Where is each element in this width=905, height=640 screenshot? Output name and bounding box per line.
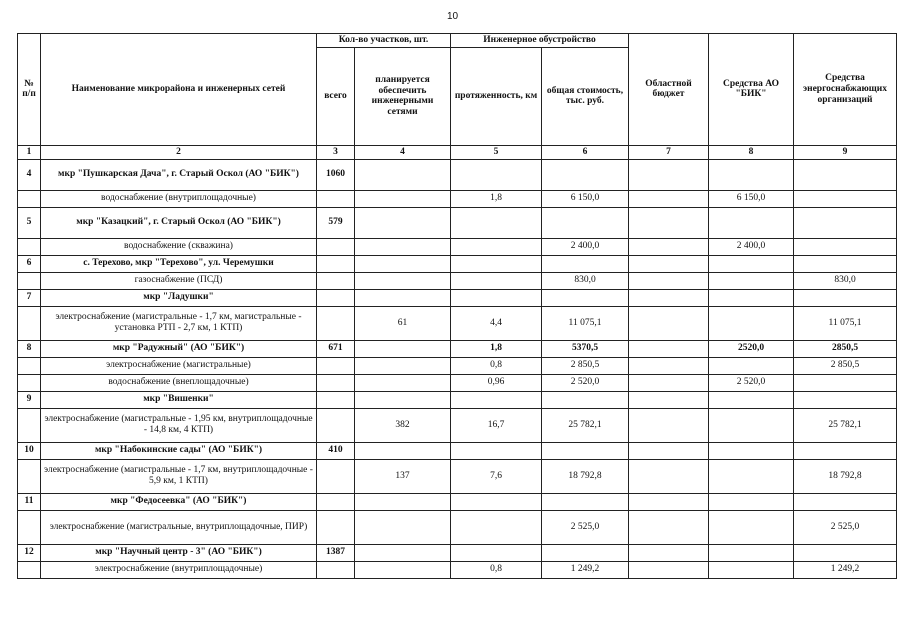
row-name: электроснабжение (магистральные - 1,95 км, внутриплощадочные - 14,8 км, 4 КТП) — [41, 408, 317, 442]
column-number: 3 — [317, 145, 355, 159]
header-energy-funds: Средства энергоснабжающих организаций — [794, 34, 897, 146]
row-number — [18, 190, 41, 207]
plots-planned — [355, 340, 451, 357]
row-number: 12 — [18, 544, 41, 561]
table-row — [18, 408, 897, 442]
length-km — [451, 289, 542, 306]
row-number — [18, 238, 41, 255]
column-number: 7 — [629, 145, 709, 159]
row-name: мкр "Радужный" (АО "БИК") — [41, 340, 317, 357]
column-number-row — [18, 145, 897, 159]
plots-total: 1387 — [317, 544, 355, 561]
total-cost: 2 520,0 — [542, 374, 629, 391]
length-km: 1,8 — [451, 190, 542, 207]
header-total: всего — [317, 47, 355, 145]
header-num: № п/п — [18, 34, 41, 146]
bik-funds — [709, 544, 794, 561]
regional-budget — [629, 442, 709, 459]
header-planned: планируется обеспечить инженерными сетями — [355, 47, 451, 145]
row-name: мкр "Вишенки" — [41, 391, 317, 408]
table-row — [18, 255, 897, 272]
total-cost: 830,0 — [542, 272, 629, 289]
energy-funds — [794, 190, 897, 207]
regional-budget — [629, 408, 709, 442]
energy-funds — [794, 255, 897, 272]
column-number: 4 — [355, 145, 451, 159]
row-name: мкр "Набокинские сады" (АО "БИК") — [41, 442, 317, 459]
bik-funds — [709, 272, 794, 289]
length-km — [451, 544, 542, 561]
header-regional-budget: Областной бюджет — [629, 34, 709, 146]
plots-total — [317, 510, 355, 544]
row-name: мкр "Казацкий", г. Старый Оскол (АО "БИК") — [41, 207, 317, 238]
energy-funds — [794, 238, 897, 255]
total-cost: 2 850,5 — [542, 357, 629, 374]
bik-funds: 6 150,0 — [709, 190, 794, 207]
bik-funds — [709, 289, 794, 306]
plots-planned — [355, 289, 451, 306]
plots-total — [317, 238, 355, 255]
table-row — [18, 510, 897, 544]
bik-funds — [709, 493, 794, 510]
row-number — [18, 561, 41, 578]
plots-total: 579 — [317, 207, 355, 238]
table-header — [18, 34, 897, 160]
total-cost — [542, 442, 629, 459]
energy-funds — [794, 544, 897, 561]
regional-budget — [629, 340, 709, 357]
row-number: 7 — [18, 289, 41, 306]
row-number: 8 — [18, 340, 41, 357]
length-km — [451, 238, 542, 255]
total-cost: 2 525,0 — [542, 510, 629, 544]
energy-funds: 25 782,1 — [794, 408, 897, 442]
energy-funds: 2850,5 — [794, 340, 897, 357]
table-row — [18, 340, 897, 357]
table-row — [18, 190, 897, 207]
bik-funds — [709, 459, 794, 493]
total-cost: 6 150,0 — [542, 190, 629, 207]
plots-planned — [355, 391, 451, 408]
row-number — [18, 408, 41, 442]
bik-funds — [709, 306, 794, 340]
plots-planned — [355, 510, 451, 544]
bik-funds — [709, 159, 794, 190]
length-km — [451, 272, 542, 289]
regional-budget — [629, 459, 709, 493]
row-name: мкр "Научный центр - 3" (АО "БИК") — [41, 544, 317, 561]
row-name: электроснабжение (магистральные, внутриплощадочные, ПИР) — [41, 510, 317, 544]
table-row — [18, 544, 897, 561]
regional-budget — [629, 272, 709, 289]
row-number: 6 — [18, 255, 41, 272]
table-row — [18, 493, 897, 510]
energy-funds — [794, 207, 897, 238]
energy-funds: 1 249,2 — [794, 561, 897, 578]
row-name: газоснабжение (ПСД) — [41, 272, 317, 289]
plots-planned — [355, 272, 451, 289]
plots-total — [317, 357, 355, 374]
total-cost — [542, 159, 629, 190]
plots-total — [317, 190, 355, 207]
plots-total — [317, 408, 355, 442]
bik-funds — [709, 561, 794, 578]
regional-budget — [629, 357, 709, 374]
length-km: 16,7 — [451, 408, 542, 442]
energy-funds — [794, 159, 897, 190]
bik-funds — [709, 408, 794, 442]
plots-total: 410 — [317, 442, 355, 459]
plots-total: 671 — [317, 340, 355, 357]
regional-budget — [629, 306, 709, 340]
regional-budget — [629, 255, 709, 272]
row-name: с. Терехово, мкр "Терехово", ул. Черемушки — [41, 255, 317, 272]
column-number: 8 — [709, 145, 794, 159]
table-row — [18, 357, 897, 374]
row-name: мкр "Федосеевка" (АО "БИК") — [41, 493, 317, 510]
total-cost — [542, 289, 629, 306]
regional-budget — [629, 190, 709, 207]
infrastructure-table — [17, 33, 897, 579]
table-row — [18, 459, 897, 493]
regional-budget — [629, 159, 709, 190]
plots-planned — [355, 159, 451, 190]
header-length: протяженность, км — [451, 47, 542, 145]
table-row — [18, 442, 897, 459]
energy-funds — [794, 374, 897, 391]
table-row — [18, 238, 897, 255]
total-cost — [542, 255, 629, 272]
table-row — [18, 561, 897, 578]
length-km: 0,8 — [451, 357, 542, 374]
bik-funds: 2 520,0 — [709, 374, 794, 391]
plots-planned — [355, 190, 451, 207]
energy-funds: 2 850,5 — [794, 357, 897, 374]
plots-total — [317, 459, 355, 493]
row-number: 10 — [18, 442, 41, 459]
plots-planned — [355, 207, 451, 238]
plots-planned — [355, 544, 451, 561]
bik-funds — [709, 442, 794, 459]
row-name: водоснабжение (внутриплощадочные) — [41, 190, 317, 207]
bik-funds: 2 400,0 — [709, 238, 794, 255]
total-cost: 5370,5 — [542, 340, 629, 357]
row-number — [18, 510, 41, 544]
total-cost: 25 782,1 — [542, 408, 629, 442]
regional-budget — [629, 207, 709, 238]
plots-total — [317, 306, 355, 340]
plots-planned — [355, 357, 451, 374]
header-plots-group: Кол-во участков, шт. — [317, 34, 451, 48]
row-name: электроснабжение (внутриплощадочные) — [41, 561, 317, 578]
column-number: 5 — [451, 145, 542, 159]
column-number: 2 — [41, 145, 317, 159]
header-bik-funds: Средства АО "БИК" — [709, 34, 794, 146]
plots-planned — [355, 238, 451, 255]
plots-total — [317, 493, 355, 510]
column-number: 1 — [18, 145, 41, 159]
plots-total — [317, 561, 355, 578]
row-number — [18, 306, 41, 340]
bik-funds — [709, 255, 794, 272]
row-number: 9 — [18, 391, 41, 408]
table-row — [18, 391, 897, 408]
plots-planned — [355, 255, 451, 272]
bik-funds — [709, 207, 794, 238]
total-cost: 18 792,8 — [542, 459, 629, 493]
table-row — [18, 306, 897, 340]
table-row — [18, 374, 897, 391]
energy-funds: 2 525,0 — [794, 510, 897, 544]
plots-total: 1060 — [317, 159, 355, 190]
plots-planned: 61 — [355, 306, 451, 340]
table-row — [18, 289, 897, 306]
row-number: 5 — [18, 207, 41, 238]
row-number — [18, 272, 41, 289]
length-km — [451, 510, 542, 544]
length-km — [451, 255, 542, 272]
table-row — [18, 207, 897, 238]
regional-budget — [629, 238, 709, 255]
total-cost — [542, 493, 629, 510]
energy-funds: 11 075,1 — [794, 306, 897, 340]
column-number: 9 — [794, 145, 897, 159]
length-km: 7,6 — [451, 459, 542, 493]
plots-planned — [355, 442, 451, 459]
row-name: водоснабжение (скважина) — [41, 238, 317, 255]
bik-funds — [709, 357, 794, 374]
regional-budget — [629, 544, 709, 561]
row-number — [18, 357, 41, 374]
length-km — [451, 159, 542, 190]
bik-funds — [709, 391, 794, 408]
regional-budget — [629, 493, 709, 510]
total-cost — [542, 207, 629, 238]
row-number: 4 — [18, 159, 41, 190]
length-km: 4,4 — [451, 306, 542, 340]
bik-funds — [709, 510, 794, 544]
row-name: водоснабжение (внеплощадочные) — [41, 374, 317, 391]
energy-funds — [794, 289, 897, 306]
header-cost: общая стоимость, тыс. руб. — [542, 47, 629, 145]
page-number: 10 — [446, 11, 459, 22]
length-km — [451, 493, 542, 510]
row-name: электроснабжение (магистральные) — [41, 357, 317, 374]
energy-funds — [794, 493, 897, 510]
row-number — [18, 374, 41, 391]
total-cost — [542, 391, 629, 408]
total-cost: 2 400,0 — [542, 238, 629, 255]
column-number: 6 — [542, 145, 629, 159]
length-km: 1,8 — [451, 340, 542, 357]
bik-funds: 2520,0 — [709, 340, 794, 357]
row-number — [18, 459, 41, 493]
plots-total — [317, 289, 355, 306]
regional-budget — [629, 289, 709, 306]
length-km — [451, 207, 542, 238]
length-km — [451, 442, 542, 459]
plots-planned: 382 — [355, 408, 451, 442]
length-km: 0,96 — [451, 374, 542, 391]
plots-planned — [355, 374, 451, 391]
plots-total — [317, 255, 355, 272]
plots-planned — [355, 561, 451, 578]
energy-funds — [794, 391, 897, 408]
plots-total — [317, 374, 355, 391]
regional-budget — [629, 374, 709, 391]
total-cost: 1 249,2 — [542, 561, 629, 578]
table-row — [18, 159, 897, 190]
plots-planned: 137 — [355, 459, 451, 493]
header-infra-group: Инженерное обустройство — [451, 34, 629, 48]
table-body — [18, 159, 897, 578]
total-cost: 11 075,1 — [542, 306, 629, 340]
total-cost — [542, 544, 629, 561]
row-name: электроснабжение (магистральные - 1,7 км, магистральные - установка РТП - 2,7 км, 1 КТП) — [41, 306, 317, 340]
regional-budget — [629, 510, 709, 544]
row-name: мкр "Пушкарская Дача", г. Старый Оскол (АО "БИК") — [41, 159, 317, 190]
length-km: 0,8 — [451, 561, 542, 578]
plots-total — [317, 272, 355, 289]
row-number: 11 — [18, 493, 41, 510]
row-name: электроснабжение (магистральные - 1,7 км, внутриплощадочные - 5,9 км, 1 КТП) — [41, 459, 317, 493]
length-km — [451, 391, 542, 408]
header-name: Наименование микрорайона и инженерных сетей — [41, 34, 317, 146]
energy-funds — [794, 442, 897, 459]
energy-funds: 18 792,8 — [794, 459, 897, 493]
row-name: мкр "Ладушки" — [41, 289, 317, 306]
regional-budget — [629, 561, 709, 578]
plots-total — [317, 391, 355, 408]
table-row — [18, 272, 897, 289]
energy-funds: 830,0 — [794, 272, 897, 289]
plots-planned — [355, 493, 451, 510]
regional-budget — [629, 391, 709, 408]
